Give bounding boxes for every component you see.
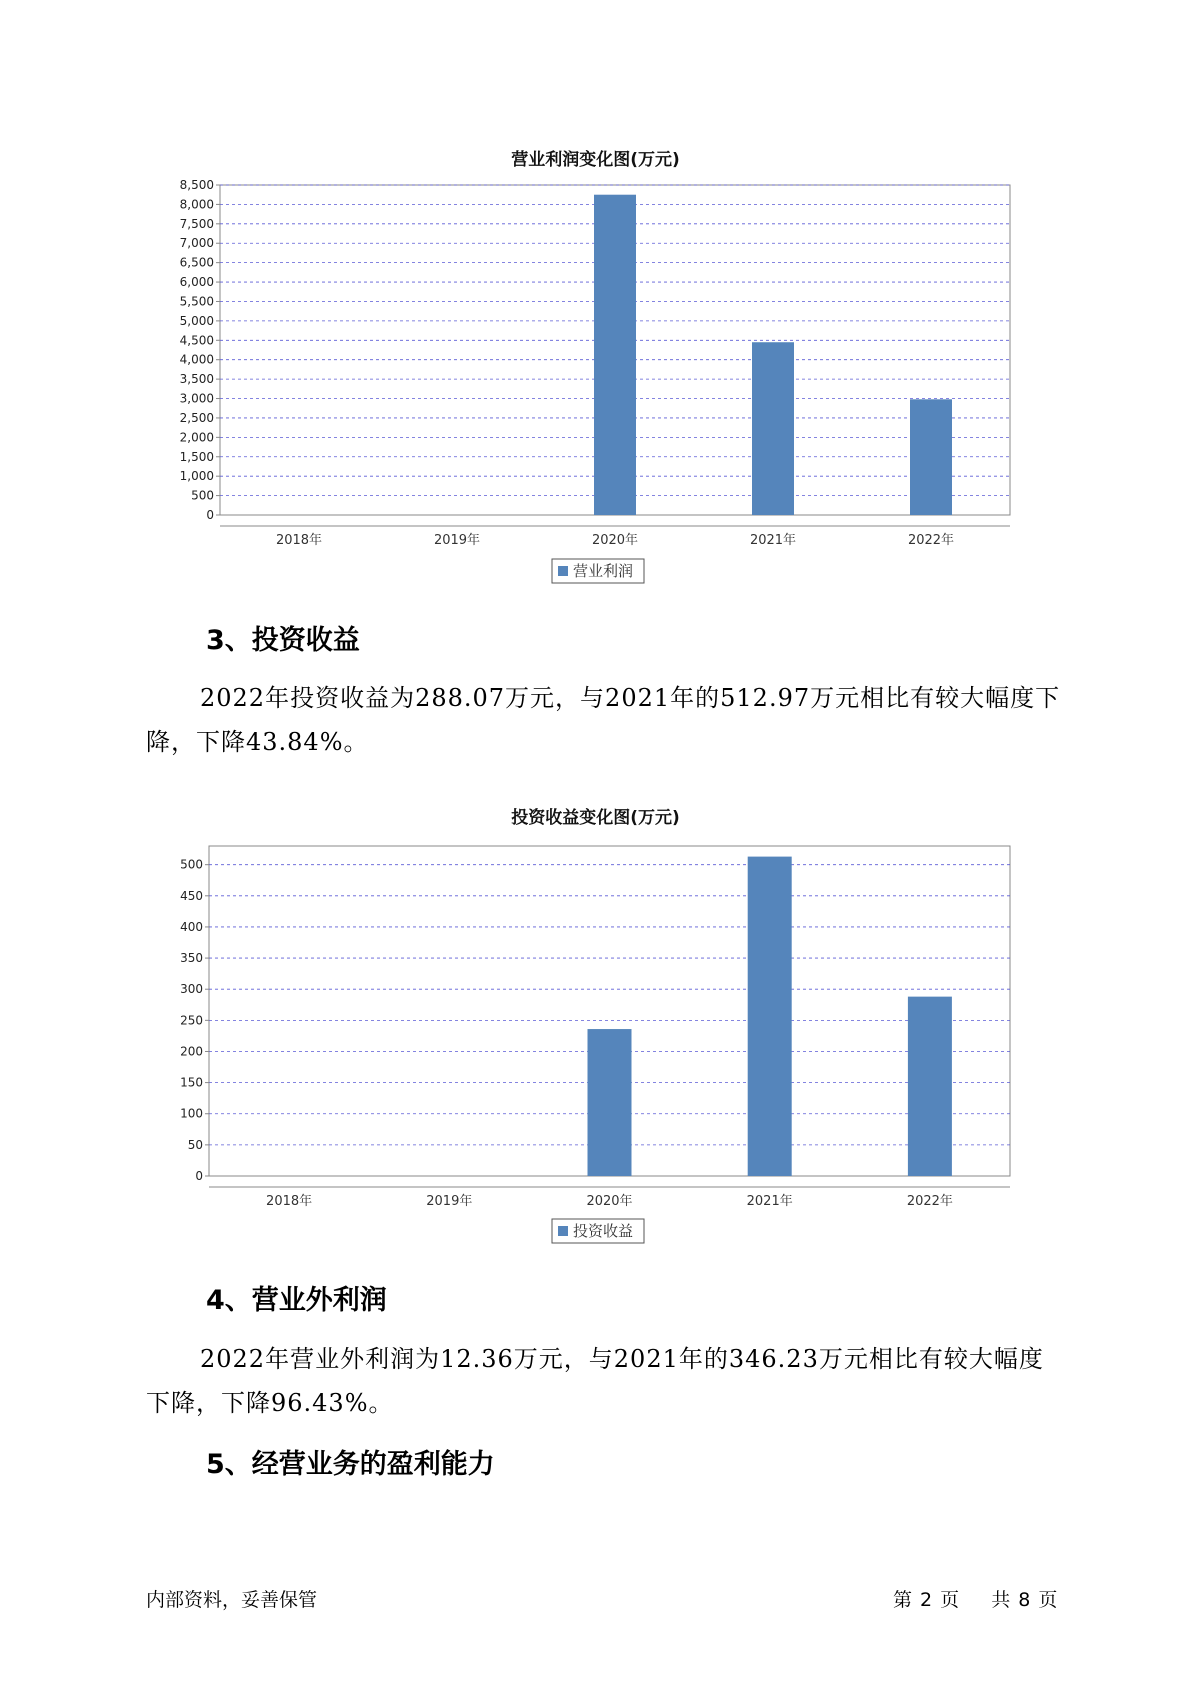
x-tick-label: 2021年 (746, 1194, 793, 1209)
section-paragraph-4: 2022年营业外利润为12.36万元，与2021年的346.23万元相比有较大幅度下降，下降96.43%。 (146, 1345, 1044, 1417)
y-tick-label: 1,000 (179, 469, 214, 484)
bar-2022年 (910, 399, 952, 515)
x-tick-label: 2020年 (586, 1194, 633, 1209)
section-heading-4: 4、营业外利润 (206, 1285, 387, 1316)
investment-income-chart (0, 830, 1191, 1250)
legend (552, 559, 644, 583)
y-tick-label: 0 (195, 1169, 203, 1183)
x-tick-label: 2018年 (275, 533, 323, 548)
total-prefix: 共 (991, 1589, 1011, 1611)
y-tick-label: 7,500 (179, 216, 214, 231)
x-tick-label: 2019年 (433, 533, 481, 548)
y-tick-label: 6,000 (179, 275, 214, 290)
bar-2020年 (588, 1029, 632, 1176)
bar-2020年 (594, 195, 636, 515)
y-tick-label: 4,000 (179, 352, 214, 367)
x-tick-label: 2022年 (906, 1194, 953, 1209)
y-tick-label: 3,500 (179, 372, 214, 387)
y-tick-label: 300 (180, 982, 203, 997)
legend-swatch (558, 566, 568, 576)
y-tick-label: 150 (180, 1075, 203, 1090)
y-tick-label: 250 (180, 1013, 203, 1028)
x-tick-label: 2020年 (591, 533, 639, 548)
x-tick-label: 2019年 (426, 1194, 473, 1209)
bar-2021年 (752, 342, 794, 515)
legend-label: 营业利润 (573, 562, 634, 580)
y-tick-label: 1,500 (179, 449, 214, 464)
y-tick-label: 7,000 (179, 236, 214, 251)
x-tick-label: 2018年 (266, 1194, 313, 1209)
y-tick-label: 350 (180, 951, 203, 966)
legend (552, 1219, 644, 1243)
y-tick-label: 500 (191, 488, 214, 503)
y-tick-label: 100 (180, 1106, 203, 1121)
y-tick-label: 5,500 (179, 294, 214, 309)
y-tick-label: 8,500 (179, 178, 214, 192)
bar-2021年 (748, 857, 792, 1176)
y-tick-label: 3,000 (179, 391, 214, 406)
x-tick-label: 2021年 (749, 533, 797, 548)
y-tick-label: 50 (187, 1137, 203, 1152)
chart1-title: 营业利润变化图(万元) (511, 150, 680, 170)
section-heading-3: 3、投资收益 (206, 625, 360, 656)
y-tick-label: 4,500 (179, 333, 214, 348)
y-tick-label: 6,500 (179, 255, 214, 270)
page-prefix: 第 (893, 1589, 913, 1611)
total-pages: 8 (1018, 1589, 1031, 1611)
y-tick-label: 0 (206, 508, 214, 522)
y-tick-label: 450 (180, 888, 203, 903)
x-tick-label: 2022年 (907, 533, 955, 548)
y-tick-label: 5,000 (179, 313, 214, 328)
legend-swatch (558, 1226, 568, 1236)
y-tick-label: 8,000 (179, 197, 214, 212)
bar-2022年 (908, 997, 952, 1176)
y-tick-label: 200 (180, 1044, 203, 1059)
y-tick-label: 2,000 (179, 430, 214, 445)
y-tick-label: 400 (180, 919, 203, 934)
section-paragraph-3: 2022年投资收益为288.07万元，与2021年的512.97万元相比有较大幅度下降，下降43.84%。 (146, 684, 1061, 756)
page-unit: 页 (940, 1589, 960, 1611)
y-tick-label: 500 (180, 857, 203, 872)
chart2-title: 投资收益变化图(万元) (511, 808, 680, 828)
page-number: 2 (920, 1589, 933, 1611)
footer-confidential-note: 内部资料，妥善保管 (146, 1589, 318, 1611)
section-heading-5: 5、经营业务的盈利能力 (206, 1449, 495, 1480)
total-unit: 页 (1038, 1589, 1058, 1611)
legend-label: 投资收益 (573, 1222, 634, 1240)
y-tick-label: 2,500 (179, 410, 214, 425)
footer-page-indicator (893, 1585, 1065, 1612)
